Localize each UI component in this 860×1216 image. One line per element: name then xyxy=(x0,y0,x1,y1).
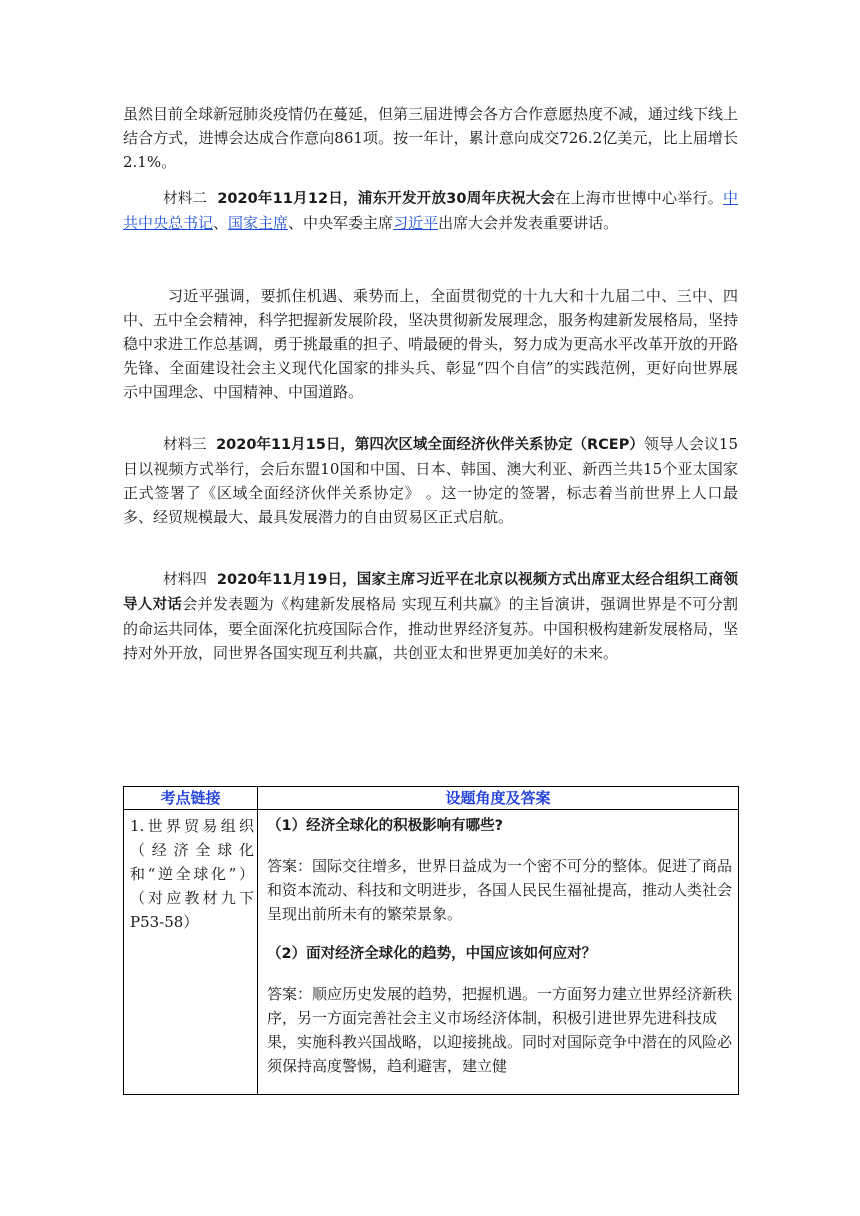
link-state-president[interactable]: 国家主席 xyxy=(228,214,289,232)
material-2-lead: 2020年11月12日，浦东开发开放30周年庆祝大会 xyxy=(217,191,556,207)
table-row xyxy=(124,810,739,1095)
material-2-label: 材料二 xyxy=(163,191,208,207)
material-2-text-c: 出席大会并发表重要讲话。 xyxy=(438,214,619,232)
topic-cell: 1.世界贸易组织（经济全球化和“逆全球化”）（对应教材九下P53-58） xyxy=(124,810,258,1095)
paragraph-material-2 xyxy=(123,186,738,235)
separator: 、 xyxy=(213,214,229,232)
answer-table xyxy=(123,786,739,1095)
answer-1: 答案：国际交往增多，世界日益成为一个密不可分的整体。促进了商品和资本流动、科技和文明进步，各国人民民生福祉提高，推动人类社会呈现出前所未有的繁荣景象。 xyxy=(267,857,733,923)
material-3-lead: 2020年11月15日，第四次区域全面经济伙伴关系协定（RCEP） xyxy=(216,437,644,453)
material-3-text: 领导人会议15日以视频方式举行，会后东盟10国和中国、日本、韩国、澳大利亚、新西兰共15个亚太国家正式签署了《区域全面经济伙伴关系协定》 。这一协定的签署，标志着当前世界上人口最多、经贸规模最大、最具发展潜力的自由贸易区正式启航。 xyxy=(123,435,738,526)
material-2-text-b: 、中央军委主席 xyxy=(288,214,394,232)
paragraph-speech-summary: 习近平强调，要抓住机遇、乘势而上，全面贯彻党的十九大和十九届二中、三中、四中、五中全会精神，科学把握新发展阶段，坚决贯彻新发展理念，服务构建新发展格局，坚持稳中求进工作总基调，勇于挑最重的担子、啃最硬的骨头，努力成为更高水平改革开放的开路先锋、全面建设社会主义现代化国家的排头兵、彰显“四个自信”的实践范例，更好向世界展示中国理念、中国精神、中国道路。 xyxy=(123,287,739,401)
paragraph-material-3 xyxy=(123,432,738,529)
link-general-secretary[interactable]: 中共中央总书记 xyxy=(123,189,739,232)
paragraph-expo-summary: 虽然目前全球新冠肺炎疫情仍在蔓延，但第三届进博会各方合作意愿热度不减，通过线下线上结合方式，进博会达成合作意向861项。按一年计，累计意向成交726.2亿美元，比上届增长2.1%。 xyxy=(123,105,739,171)
material-4-text: 会并发表题为《构建新发展格局 实现互利共赢》的主旨演讲，强调世界是不可分割的命运共同体，要全面深化抗疫国际合作，推动世界经济复苏。中国积极构建新发展格局，坚持对外开放，同世界各国实现互利共赢，共创亚太和世界更加美好的未来。 xyxy=(123,595,739,662)
answer-2: 答案：顺应历史发展的趋势，把握机遇。一方面努力建立世界经济新秩序，另一方面完善社会主义市场经济体制，积极引进世界先进科技成果，实施科教兴国战略，以迎接挑战。同时对国际竞争中潜在的风险必须保持高度警惕，趋利避害，建立健 xyxy=(267,985,733,1075)
header-exam-link: 考点链接 xyxy=(124,787,258,810)
question-2: （2）面对经济全球化的趋势，中国应该如何应对？ xyxy=(267,946,597,962)
header-question-angle: 设题角度及答案 xyxy=(258,787,739,810)
paragraph-material-4 xyxy=(123,567,738,665)
table-header-row xyxy=(124,787,739,810)
material-4-lead: 2020年11月19日，国家主席习近平在北京以视频方式出席亚太经合组织工商领导人对话 xyxy=(123,572,738,613)
question-1: （1）经济全球化的积极影响有哪些? xyxy=(267,818,503,834)
link-xi-jinping[interactable]: 习近平 xyxy=(393,214,439,232)
material-3-label: 材料三 xyxy=(163,437,207,453)
material-2-text-a: 在上海市世博中心举行。 xyxy=(555,189,723,207)
answer-cell xyxy=(258,810,739,1095)
material-4-label: 材料四 xyxy=(163,572,208,588)
